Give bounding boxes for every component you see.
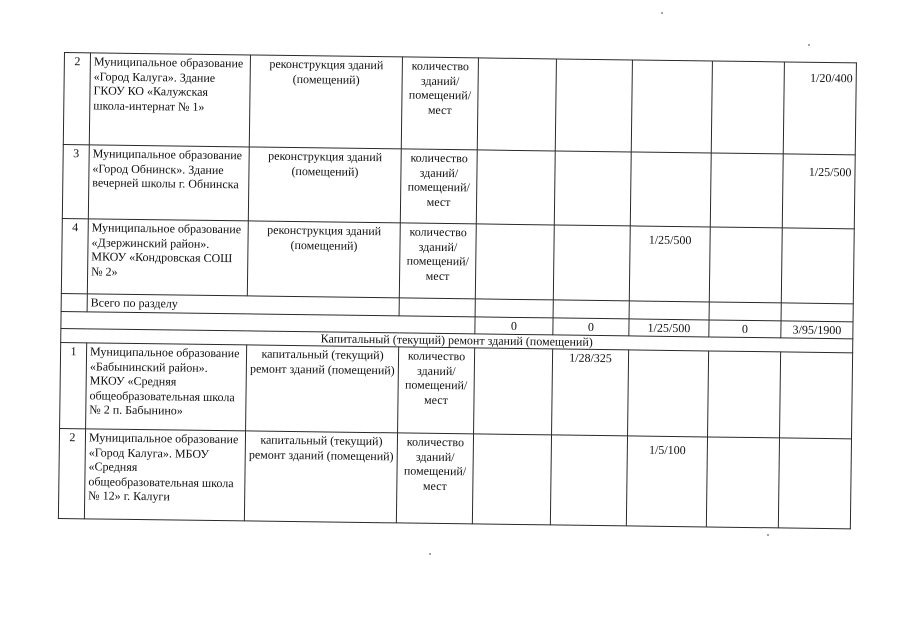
table-row [58,428,851,528]
work-type: реконструкция зданий (помещений) [248,147,401,223]
value-cell [780,352,853,439]
work-type: капитальный (текущий) ремонт зданий (помещений) [244,431,397,523]
value-cell [476,150,555,225]
value-cell [628,350,709,437]
value-cell [553,225,630,301]
value-cell [631,60,712,153]
value-cell [710,153,783,228]
program-table [58,52,857,529]
value-cell: 1/20/400 [783,62,856,155]
section-title: Капитальный (текущий) ремонт зданий (помещений) [61,328,853,352]
table-row [60,342,853,438]
total-value: 3/95/1900 [781,321,853,339]
value-cell [630,152,711,227]
value-cell [550,435,627,526]
work-type: капитальный (текущий) ремонт зданий (помещений) [246,345,399,433]
value-cell [711,61,784,154]
document-sheet [58,52,856,529]
value-cell [781,228,854,304]
value-cell [554,151,631,226]
value-cell [477,58,556,151]
row-number: 2 [63,53,90,145]
row-number: 4 [61,218,88,293]
unit-of-measure: количество зданий/ помещений/ мест [401,57,478,150]
object-name: Муниципальное образование «Город Обнинск». Здание вечерней школы г. Обнинска [88,145,249,221]
value-cell [709,227,782,303]
total-label: Всего по разделу [87,294,399,316]
object-name: Муниципальное образование «Город Калуга». Здание ГКОУ КО «Калужская школа-интернат № 1» [89,53,250,147]
table-row [61,218,854,303]
work-type: реконструкция зданий (помещений) [249,55,402,149]
unit-of-measure: количество зданий/ помещений/ мест [399,223,476,299]
total-value: 0 [709,320,781,338]
value-cell [706,437,779,528]
total-value: 0 [475,317,553,335]
row-number: 2 [58,428,85,518]
row-number: 3 [62,144,89,218]
value-cell [472,434,551,525]
object-name: Муниципальное образование «Город Калуга». МБОУ «Средняя общеобразовательная школа № 12» г. Калуги [84,429,245,521]
unit-of-measure: количество зданий/ помещений/ мест [396,433,473,524]
row-number: 1 [60,342,87,428]
value-cell: 1/25/500 [629,226,710,302]
value-cell: 1/28/325 [552,349,629,436]
table-row [62,144,855,228]
table-row [63,53,856,155]
unit-of-measure: количество зданий/ помещений/ мест [398,347,475,434]
total-value: 1/25/500 [629,319,709,337]
object-name: Муниципальное образование «Бабынинский район». МКОУ «Средняя общеобразовательная школа № 2 п. Бабынино» [86,343,247,431]
value-cell [555,59,632,152]
total-value: 0 [553,318,629,336]
value-cell [778,438,851,529]
value-cell [708,351,781,438]
value-cell [474,348,553,435]
value-cell: 1/5/100 [626,436,707,527]
object-name: Муниципальное образование «Дзержинский район». МКОУ «Кондровская СОШ № 2» [87,219,248,296]
work-type: реконструкция зданий (помещений) [247,221,400,298]
value-cell: 1/25/500 [782,154,855,229]
value-cell [475,224,554,300]
unit-of-measure: количество зданий/ помещений/ мест [400,149,477,224]
